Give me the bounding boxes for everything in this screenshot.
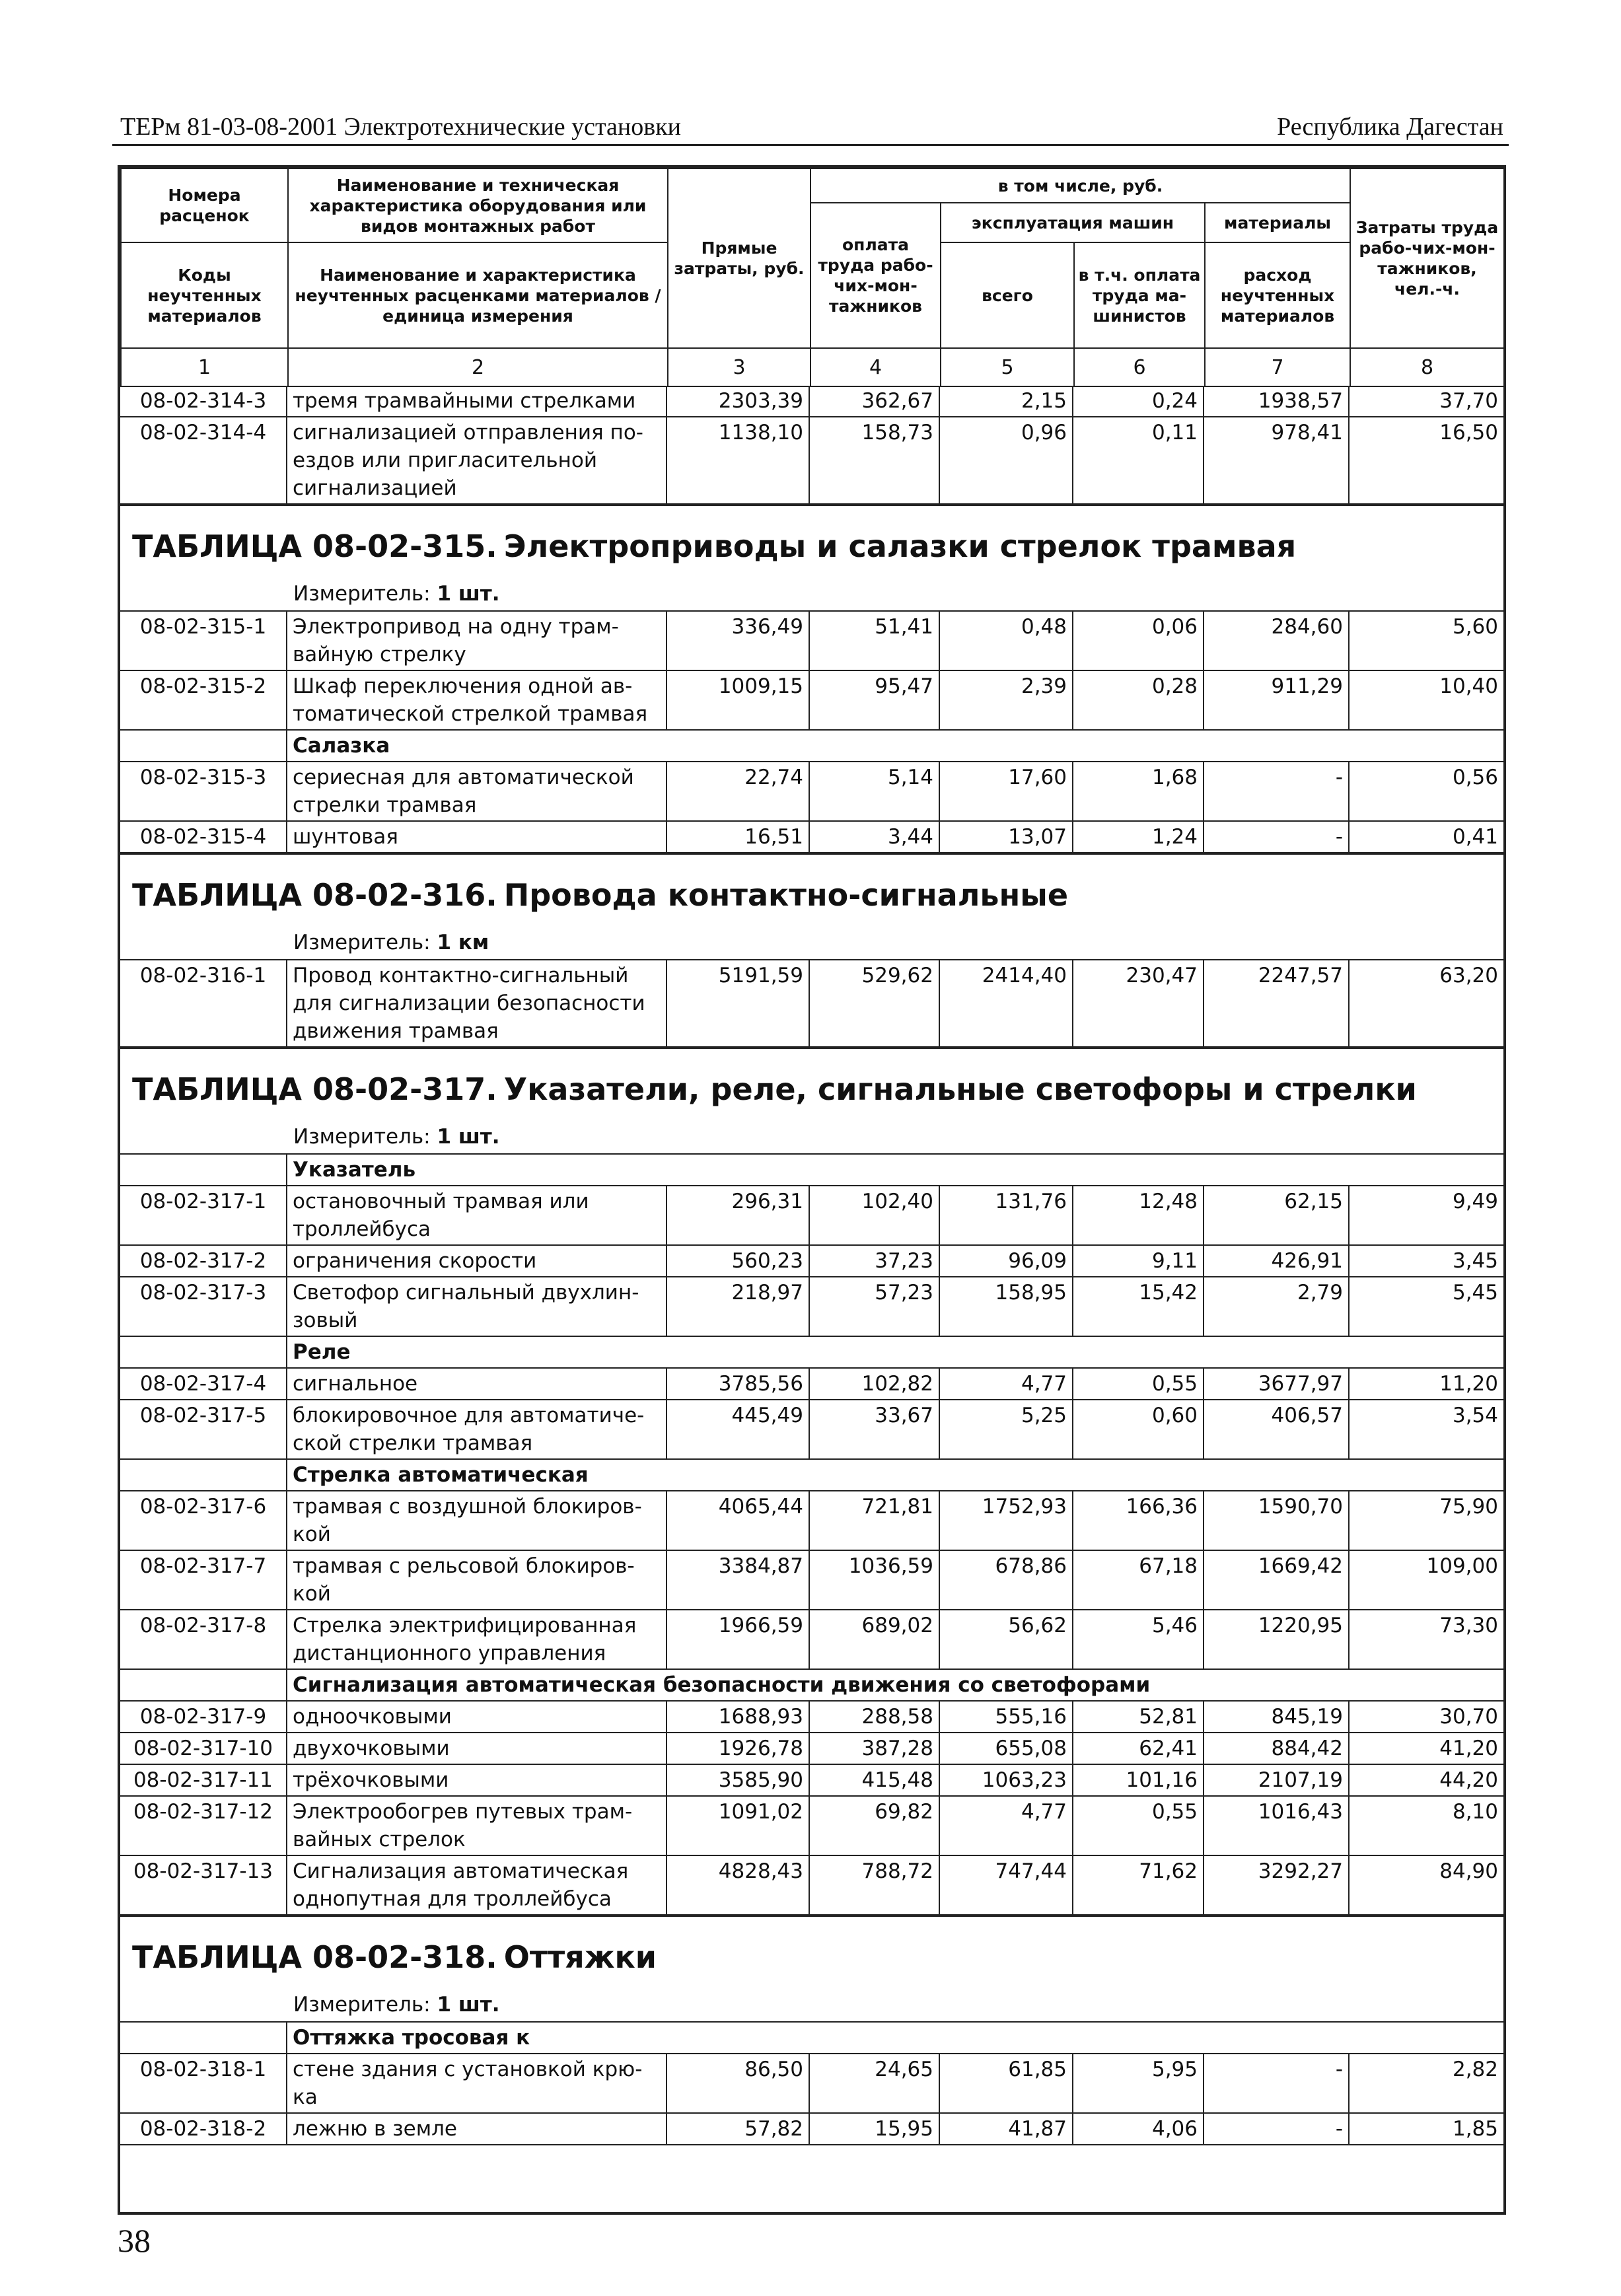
work-name: Электропривод на одну трам- вайную стрелку [287, 612, 667, 670]
value-cell: 63,20 [1439, 964, 1498, 987]
group-heading [120, 731, 1503, 762]
unit-of-measure [120, 1120, 1503, 1155]
col-direct: Прямые затраты, руб. [668, 168, 810, 348]
col-number: 1 [121, 348, 288, 386]
value-cell: 1036,59 [810, 1551, 940, 1609]
work-name: Шкаф переключения одной ав- томатической стрелкой трамвая [287, 671, 667, 729]
rate-code: 08-02-315-4 [120, 822, 287, 852]
value-cell: 1091,02 [667, 1797, 810, 1855]
col-machines-wages: в т.ч. оплата труда ма-шинистов [1074, 242, 1205, 348]
value-cell: 16,50 [1439, 421, 1498, 445]
work-name: сигнализацией отправления по- ездов или пригласительной сигнализацией [287, 417, 667, 503]
value-cell: 9,11 [1073, 1246, 1204, 1276]
work-name: блокировочное для автоматиче- ской стрелки трамвая [287, 1400, 667, 1458]
table-header [120, 168, 1505, 387]
value-cell: 288,58 [810, 1702, 940, 1732]
table-row [120, 1491, 1503, 1551]
group-label: Оттяжка тросовая к [293, 2026, 530, 2050]
value-cell: 3,44 [810, 822, 940, 852]
value-cell: 911,29 [1204, 671, 1350, 729]
value-cell: 5,25 [940, 1400, 1073, 1458]
col-materials-sub: расход неучтенных материалов [1205, 242, 1350, 348]
table-row [120, 612, 1503, 671]
table-row [120, 1551, 1503, 1610]
value-cell: 1009,15 [667, 671, 810, 729]
empty-code-cell [120, 2023, 287, 2053]
work-name: остановочный трамвая или троллейбуса [287, 1186, 667, 1244]
value-cell: 102,40 [810, 1186, 940, 1244]
value-cell: 2303,39 [667, 386, 810, 416]
value-cell: - [1204, 2114, 1350, 2144]
value-cell: 406,57 [1204, 1400, 1350, 1458]
value-cell: 1966,59 [667, 1610, 810, 1668]
work-name: трёхочковыми [287, 1765, 667, 1795]
table-row [120, 1610, 1503, 1670]
value-cell: 2,79 [1204, 1277, 1350, 1336]
table-row [120, 1246, 1503, 1277]
value-cell: 362,67 [810, 386, 940, 416]
unit-of-measure [120, 577, 1503, 612]
table-row [120, 1369, 1503, 1400]
table-row [120, 762, 1503, 822]
table-caption: Провода контактно-сигнальные [503, 877, 1069, 913]
value-cell: 560,23 [667, 1246, 810, 1276]
value-cell: 41,87 [940, 2114, 1073, 2144]
value-cell: 0,28 [1073, 671, 1204, 729]
col-labor: Затраты труда рабо-чих-мон-тажников, чел.-ч. [1350, 168, 1504, 348]
value-cell: 5,95 [1073, 2054, 1204, 2112]
running-header [112, 111, 1509, 146]
rate-code: 08-02-317-3 [120, 1277, 287, 1336]
value-cell: - [1204, 822, 1350, 852]
value-cell: 33,67 [810, 1400, 940, 1458]
value-cell: 30,70 [1439, 1705, 1498, 1729]
value-cell: 1688,93 [667, 1702, 810, 1732]
table-row [120, 1400, 1503, 1460]
table-row [120, 822, 1503, 853]
work-name: ограничения скорости [287, 1246, 667, 1276]
value-cell: 884,42 [1204, 1733, 1350, 1764]
table-number: ТАБЛИЦА 08-02-318. [132, 1939, 497, 1975]
value-cell: 24,65 [810, 2054, 940, 2112]
value-cell: 0,96 [940, 417, 1073, 503]
value-cell: 166,36 [1073, 1491, 1204, 1550]
document-title: ТЕРм 81-03-08-2001 Электротехнические установки [120, 113, 681, 141]
unit-value: 1 шт. [437, 1993, 500, 2017]
value-cell: 0,48 [940, 612, 1073, 670]
unit-label: Измеритель: [293, 1125, 431, 1149]
col-name-bottom: Наименование и характеристика неучтенных расценками материалов / единица измерения [288, 242, 668, 348]
table-body [120, 386, 1503, 2145]
value-cell: 1220,95 [1204, 1610, 1350, 1668]
value-cell: 131,76 [940, 1186, 1073, 1244]
empty-code-cell [120, 1460, 287, 1490]
value-cell: 37,23 [810, 1246, 940, 1276]
unit-label: Измеритель: [293, 931, 431, 954]
value-cell: 978,41 [1204, 417, 1350, 503]
rate-code: 08-02-317-1 [120, 1186, 287, 1244]
work-name: Электрообогрев путевых трам- вайных стрелок [287, 1797, 667, 1855]
value-cell: 529,62 [810, 960, 940, 1046]
col-name-top: Наименование и техническая характеристика оборудования или видов монтажных работ [288, 168, 668, 242]
rate-code: 08-02-314-3 [120, 386, 287, 416]
value-cell: 284,60 [1204, 612, 1350, 670]
work-name: трамвая с воздушной блокиров- кой [287, 1491, 667, 1550]
value-cell: 17,60 [940, 762, 1073, 820]
table-row [120, 1186, 1503, 1246]
table-row [120, 671, 1503, 731]
group-label: Салазка [293, 734, 390, 758]
work-name: одноочковыми [287, 1702, 667, 1732]
value-cell: 0,60 [1073, 1400, 1204, 1458]
value-cell: 555,16 [940, 1702, 1073, 1732]
unit-value: 1 шт. [437, 582, 500, 606]
empty-code-cell [120, 731, 287, 761]
value-cell: 102,82 [810, 1369, 940, 1399]
value-cell: 0,24 [1073, 386, 1204, 416]
unit-label: Измеритель: [293, 582, 431, 606]
value-cell: 96,09 [940, 1246, 1073, 1276]
col-machines: эксплуатация машин [941, 203, 1205, 242]
value-cell: 56,62 [940, 1610, 1073, 1668]
col-number: 5 [941, 348, 1074, 386]
value-cell: 109,00 [1426, 1554, 1498, 1578]
value-cell: 2,82 [1452, 2058, 1498, 2081]
value-cell: 387,28 [810, 1733, 940, 1764]
value-cell: 86,50 [667, 2054, 810, 2112]
value-cell: 15,42 [1073, 1277, 1204, 1336]
work-name: Провод контактно-сигнальный для сигнализации безопасности движения трамвая [287, 960, 667, 1046]
rate-code: 08-02-316-1 [120, 960, 287, 1046]
work-name: стене здания с установкой крю- ка [287, 2054, 667, 2112]
value-cell: 5,46 [1073, 1610, 1204, 1668]
value-cell: 1016,43 [1204, 1797, 1350, 1855]
table-row [120, 2114, 1503, 2145]
value-cell: 655,08 [940, 1733, 1073, 1764]
unit-value: 1 шт. [437, 1125, 500, 1149]
value-cell: 2107,19 [1204, 1765, 1350, 1795]
table-number: ТАБЛИЦА 08-02-316. [132, 877, 497, 913]
region-name: Республика Дагестан [1277, 113, 1503, 141]
col-number: 6 [1074, 348, 1205, 386]
table-row [120, 1733, 1503, 1765]
value-cell: 2247,57 [1204, 960, 1350, 1046]
value-cell: - [1204, 762, 1350, 820]
rate-code: 08-02-317-12 [120, 1797, 287, 1855]
col-number: 8 [1350, 348, 1504, 386]
group-heading [120, 1670, 1503, 1702]
value-cell: 678,86 [940, 1551, 1073, 1609]
value-cell: 1669,42 [1204, 1551, 1350, 1609]
table-title [120, 1048, 1503, 1120]
value-cell: 3292,27 [1204, 1856, 1350, 1914]
value-cell: 4,77 [940, 1797, 1073, 1855]
rate-code: 08-02-317-13 [120, 1856, 287, 1914]
value-cell: 788,72 [810, 1856, 940, 1914]
value-cell: 12,48 [1073, 1186, 1204, 1244]
value-cell: 415,48 [810, 1765, 940, 1795]
value-cell: 5,14 [810, 762, 940, 820]
empty-code-cell [120, 1670, 287, 1700]
rate-code: 08-02-314-4 [120, 417, 287, 503]
value-cell: 336,49 [667, 612, 810, 670]
value-cell: 721,81 [810, 1491, 940, 1550]
work-name: трамвая с рельсовой блокиров- кой [287, 1551, 667, 1609]
rate-code: 08-02-315-2 [120, 671, 287, 729]
value-cell: 1,24 [1073, 822, 1204, 852]
table-title [120, 853, 1503, 926]
group-heading [120, 2023, 1503, 2054]
value-cell: 9,49 [1452, 1190, 1498, 1213]
value-cell: 57,23 [810, 1277, 940, 1336]
rate-code: 08-02-318-2 [120, 2114, 287, 2144]
value-cell: 69,82 [810, 1797, 940, 1855]
unit-of-measure [120, 1988, 1503, 2023]
col-number: 3 [668, 348, 810, 386]
value-cell: 71,62 [1073, 1856, 1204, 1914]
value-cell: 10,40 [1439, 674, 1498, 698]
rates-table [118, 165, 1506, 2215]
value-cell: 75,90 [1439, 1495, 1498, 1519]
value-cell: 22,74 [667, 762, 810, 820]
group-label: Сигнализация автоматическая безопасности движения со светофорами [293, 1673, 1151, 1697]
value-cell: 0,56 [1452, 766, 1498, 789]
value-cell: 1,68 [1073, 762, 1204, 820]
value-cell: 0,11 [1073, 417, 1204, 503]
value-cell: 1938,57 [1204, 386, 1350, 416]
value-cell: 1138,10 [667, 417, 810, 503]
table-row [120, 1702, 1503, 1733]
value-cell: 845,19 [1204, 1702, 1350, 1732]
rate-code: 08-02-317-5 [120, 1400, 287, 1458]
value-cell: 0,55 [1073, 1797, 1204, 1855]
value-cell: 4,06 [1073, 2114, 1204, 2144]
value-cell: 4065,44 [667, 1491, 810, 1550]
work-name: шунтовая [287, 822, 667, 852]
rate-code: 08-02-315-3 [120, 762, 287, 820]
rate-code: 08-02-315-1 [120, 612, 287, 670]
rate-code: 08-02-317-8 [120, 1610, 287, 1668]
work-name: лежню в земле [287, 2114, 667, 2144]
value-cell: 4828,43 [667, 1856, 810, 1914]
value-cell: 8,10 [1452, 1800, 1498, 1824]
value-cell: 158,95 [940, 1277, 1073, 1336]
value-cell: 426,91 [1204, 1246, 1350, 1276]
rate-code: 08-02-317-11 [120, 1765, 287, 1795]
unit-of-measure [120, 926, 1503, 960]
table-row [120, 386, 1503, 417]
value-cell: 57,82 [667, 2114, 810, 2144]
table-caption: Электроприводы и салазки стрелок трамвая [503, 528, 1297, 564]
unit-value: 1 км [437, 931, 489, 954]
work-name: сигнальное [287, 1369, 667, 1399]
value-cell: 0,41 [1452, 825, 1498, 849]
col-number: 7 [1205, 348, 1350, 386]
value-cell: 5,60 [1452, 615, 1498, 639]
value-cell: 4,77 [940, 1369, 1073, 1399]
value-cell: 3785,56 [667, 1369, 810, 1399]
value-cell: 1063,23 [940, 1765, 1073, 1795]
value-cell: - [1204, 2054, 1350, 2112]
page-number: 38 [118, 2222, 151, 2259]
work-name: тремя трамвайными стрелками [287, 386, 667, 416]
table-row [120, 960, 1503, 1048]
unit-label: Измеритель: [293, 1993, 431, 2017]
value-cell: 218,97 [667, 1277, 810, 1336]
value-cell: 0,06 [1073, 612, 1204, 670]
table-row [120, 2054, 1503, 2114]
value-cell: 13,07 [940, 822, 1073, 852]
value-cell: 5,45 [1452, 1281, 1498, 1305]
rate-code: 08-02-317-10 [120, 1733, 287, 1764]
col-wages: оплата труда рабо-чих-мон-тажников [810, 203, 941, 348]
col-incl: в том числе, руб. [810, 168, 1350, 203]
group-heading [120, 1155, 1503, 1186]
rate-code: 08-02-317-7 [120, 1551, 287, 1609]
col-number: 4 [810, 348, 941, 386]
table-row [120, 417, 1503, 505]
work-name: Сигнализация автоматическая однопутная для троллейбуса [287, 1856, 667, 1914]
value-cell: 5191,59 [667, 960, 810, 1046]
work-name: Светофор сигнальный двухлин- зовый [287, 1277, 667, 1336]
value-cell: 84,90 [1439, 1859, 1498, 1883]
table-title [120, 1916, 1503, 1988]
table-row [120, 1277, 1503, 1337]
value-cell: 52,81 [1073, 1702, 1204, 1732]
value-cell: 0,55 [1073, 1369, 1204, 1399]
value-cell: 95,47 [810, 671, 940, 729]
value-cell: 1752,93 [940, 1491, 1073, 1550]
value-cell: 16,51 [667, 822, 810, 852]
value-cell: 296,31 [667, 1186, 810, 1244]
value-cell: 61,85 [940, 2054, 1073, 2112]
value-cell: 3384,87 [667, 1551, 810, 1609]
rate-code: 08-02-317-9 [120, 1702, 287, 1732]
group-label: Стрелка автоматическая [293, 1463, 589, 1487]
work-name: Стрелка электрифицированная дистанционного управления [287, 1610, 667, 1668]
table-caption: Оттяжки [503, 1939, 657, 1975]
value-cell: 62,15 [1204, 1186, 1350, 1244]
table-caption: Указатели, реле, сигнальные светофоры и стрелки [503, 1071, 1417, 1107]
value-cell: 3677,97 [1204, 1369, 1350, 1399]
table-row [120, 1797, 1503, 1856]
value-cell: 1590,70 [1204, 1491, 1350, 1550]
value-cell: 62,41 [1073, 1733, 1204, 1764]
value-cell: 2,39 [940, 671, 1073, 729]
value-cell: 230,47 [1073, 960, 1204, 1046]
value-cell: 37,70 [1439, 389, 1498, 413]
col-machines-total: всего [941, 242, 1074, 348]
value-cell: 3,45 [1452, 1249, 1498, 1273]
value-cell: 158,73 [810, 417, 940, 503]
value-cell: 3585,90 [667, 1765, 810, 1795]
table-row [120, 1856, 1503, 1916]
col-number: 2 [288, 348, 668, 386]
rate-code: 08-02-318-1 [120, 2054, 287, 2112]
group-heading [120, 1337, 1503, 1369]
value-cell: 2,15 [940, 386, 1073, 416]
value-cell: 101,16 [1073, 1765, 1204, 1795]
value-cell: 44,20 [1439, 1768, 1498, 1792]
group-label: Реле [293, 1340, 351, 1364]
rate-code: 08-02-317-6 [120, 1491, 287, 1550]
value-cell: 11,20 [1439, 1372, 1498, 1396]
value-cell: 15,95 [810, 2114, 940, 2144]
table-number: ТАБЛИЦА 08-02-315. [132, 528, 497, 564]
value-cell: 1,85 [1452, 2117, 1498, 2141]
col-materials: материалы [1205, 203, 1350, 242]
value-cell: 689,02 [810, 1610, 940, 1668]
value-cell: 3,54 [1452, 1404, 1498, 1427]
value-cell: 2414,40 [940, 960, 1073, 1046]
value-cell: 1926,78 [667, 1733, 810, 1764]
group-heading [120, 1460, 1503, 1491]
table-row [120, 1765, 1503, 1797]
value-cell: 747,44 [940, 1856, 1073, 1914]
rate-code: 08-02-317-2 [120, 1246, 287, 1276]
value-cell: 67,18 [1073, 1551, 1204, 1609]
table-title [120, 505, 1503, 577]
table-number: ТАБЛИЦА 08-02-317. [132, 1071, 497, 1107]
value-cell: 73,30 [1439, 1614, 1498, 1637]
empty-code-cell [120, 1155, 287, 1185]
work-name: сериесная для автоматической стрелки трамвая [287, 762, 667, 820]
col-codes-bottom: Коды неучтенных материалов [121, 242, 288, 348]
value-cell: 51,41 [810, 612, 940, 670]
empty-code-cell [120, 1337, 287, 1367]
rate-code: 08-02-317-4 [120, 1369, 287, 1399]
value-cell: 41,20 [1439, 1737, 1498, 1760]
group-label: Указатель [293, 1158, 416, 1182]
value-cell: 445,49 [667, 1400, 810, 1458]
work-name: двухочковыми [287, 1733, 667, 1764]
col-codes-top: Номера расценок [121, 168, 288, 242]
